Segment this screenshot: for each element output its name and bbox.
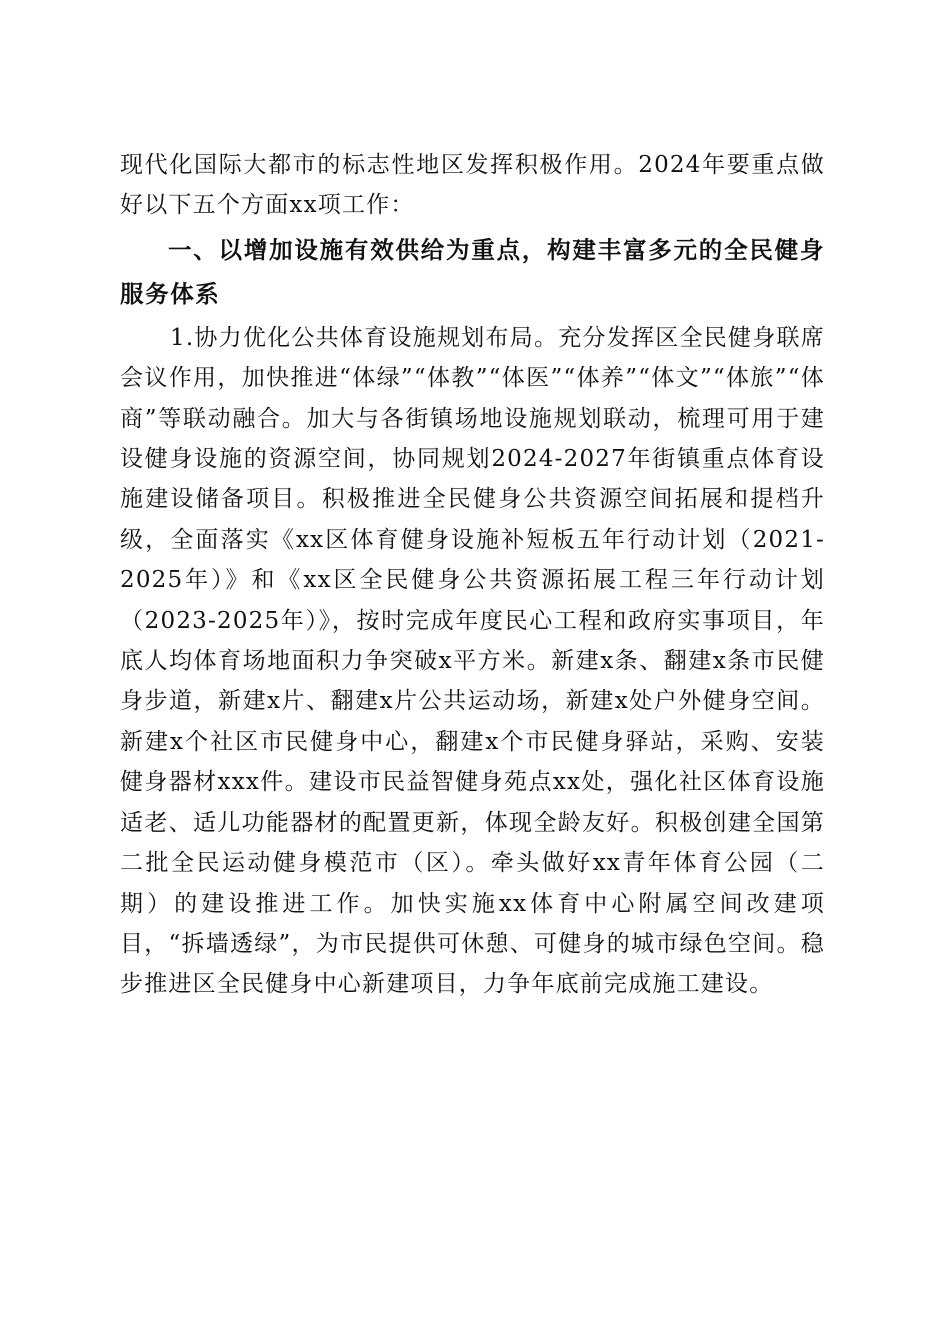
intro-paragraph: 现代化国际大都市的标志性地区发挥积极作用。2024年要重点做好以下五个方面xx项工作：	[120, 152, 825, 219]
body-paragraph: 1.协力优化公共体育设施规划布局。充分发挥区全民健身联席会议作用，加快推进“体绿”“体教”“体医”“体养”“体文”“体旅”“体商”等联动融合。加大与各街镇场地设施规划联动，梳理可用于建设健身设施的资源空间，协同规划2024-2027年街镇重点体育设施建设储备项目。积极推进全民健身公共资源空间拓展和提档升级，全面落实《xx区体育健身设施补短板五年行动计划（2021-2025年）》和《xx区全民健身公共资源拓展工程三年行动计划（2023-2025年）》，按时完成年度民心工程和政府实事项目，年底人均体育场地面积力争突破x平方米。新建x条、翻建x条市民健身步道，新建x片、翻建x片公共运动场，新建x处户外健身空间。新建x个社区市民健身中心，翻建x个市民健身驿站，采购、安装健身器材xxx件。建设市民益智健身苑点xx处，强化社区体育设施适老、适儿功能器材的配置更新，体现全龄友好。积极创建全国第二批全民运动健身模范市（区）。牵头做好xx青年体育公园（二期）的建设推进工作。加快实施xx体育中心附属空间改建项目，“拆墙透绿”，为市民提供可休憩、可健身的城市绿色空间。稳步推进区全民健身中心新建项目，力争年底前完成施工建设。	[120, 324, 825, 998]
section-heading: 一、以增加设施有效供给为重点，构建丰富多元的全民健身服务体系	[120, 235, 825, 308]
document-body	[120, 145, 825, 1005]
